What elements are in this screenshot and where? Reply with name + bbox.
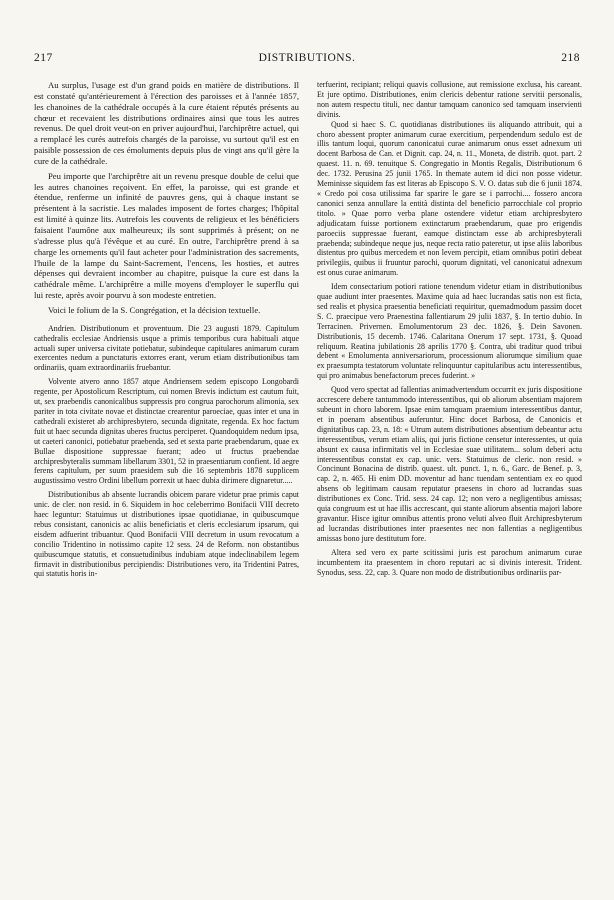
paragraph: Idem consectarium potiori ratione tenendum videtur etiam in distributionibus quae audiunt inter praesentes. Maxime quia ad haec lucrandas satis non est ficta, sed realis et physica praesentia beneficiati requiritur, quemadmodum passim docet S. C. praecipue vero Praenestina fallentiarum 29 julii 1837, §. In tertio dubio. In Terracinen. Privernen. Emolumentorum 23 dec. 1826, §. Dein Savonen. Distributionis, 15 decemb. 1746. Calaritana Onerum 17 sept. 1731, §. Quoad reliquum. Reatina jubilationis 28 aprilis 1770 §. Contra, ubi traditur quod tribui debent « Emolumenta anniversariorum, processionum aliorumque similium quae ex praesumpta testatorum voluntate relinquuntur capitularibus actu interessentibus, qui pro animabus benefactorum preces fuderint. » (317, 282, 582, 381)
running-header (34, 52, 580, 64)
paragraph: Au surplus, l'usage est d'un grand poids en matière de distributions. Il est constaté qu'antérieurement à l'érection des paroisses et à l'année 1857, les chanoines de la cathédrale occupés à la cure étaient réputés présents au chœur et recevaient les distributions ordinaires ainsi que tous les autres revenus. De quel droit veut-on en priver aujourd'hui, l'archiprêtre actuel, qui a remplacé les curés autrefois chargés de la paroisse, vu surtout qu'il est en paisible possession de ces émoluments depuis plus de vingt ans qu'il gère la cure de la cathédrale. (34, 80, 299, 166)
left-page-number: 217 (34, 52, 53, 64)
running-title: DISTRIBUTIONS. (258, 52, 356, 64)
paragraph: Altera sed vero ex parte scitissimi juris est parochum animarum curae incumbentem ita praesentem in choro reputari ac si divinis interesit. Trident. Synodus, sess. 22, cap. 3. Quare non modo de distributionibus ordinariis par- (317, 547, 582, 577)
text-columns (34, 80, 582, 882)
left-column (34, 80, 299, 882)
paragraph: Volvente atvero anno 1857 atque Andriensem sedem episcopo Longobardi regente, per Apostolicum Rescriptum, cui nomen Brevis indictum est cautum fuit, ut, sex praebendis canonicalibus suppressis pro congrua parochorum alimonia, sex pariter in tota civitate novae et distinctae crearentur paroeciae, quas inter et una in cathedrali existeret ab archipresbytero, secunda dignitate, regenda. Ex hoc factum fuit ut haec secunda dignitas uberes fructus perciperet. Quandoquidem nedum ipsa, ut caeteri canonici, potiebatur praebenda, sed et sexta parte praebendarum, quae ex Bullae dispositione suppressae fuerant; adeo ut fructus praebendae archipresbyteralis summam libellarum 3301, 52 in praesentiarum confient. Id aegre ferens capitulum, per suum praesidem sub die 16 septembris 1878 supplicem augustissimo vestro Ordini libellum porrexit ut haec dubia dirimere dignaretur..... (34, 377, 299, 486)
paragraph: terfuerint, recipiant; reliqui quavis collusione, aut remissione exclusa, his careant. Et jure optimo. Distributiones, enim clericis debentur ratione servitii personalis, non autem respectu tituli, nec dantur tamquam canonico sed tamquam inservienti divinis. (317, 80, 582, 119)
paragraph: Quod si haec S. C. quotidianas distributiones iis aliquando attribuit, qui a choro abessent propter animarum curae exercitium, perpendendum sedulo est de illis tantum loqui, quorum canonicatui curae animarum onus esset adnexum uti docent Barbosa de Can. et Dignit. cap. 24, n. 11., Moneta, de distrib. quot. part. 2 quaest. 11. n. 69. tenuitque S. Congregatio in Montis Regalis, Distributionum 6 dec. 1732. Perusina 25 junii 1765. In themate autem id dici non posse videtur. Meminisse siquidem fas est literas ab Episcopo S. V. O. datas sub die 6 junii 1874. « Credo poi cosa utilissima far sparire le gare se i parrochi.... fossero ancora canonici senza annullare la entità distinta del beneficio parrocchiale col proprio titolo. » Quae porro verba plane ostendere videtur etiam archipresbytero adjudicatam fuisse portionem extinctarum praebendarum, quae pro erigendis paroeciis suppressae fuerant, eamque distinctam esse ab archipresbyterali praebenda; subindeque neque jus, neque recta ratio pateretur, ut ipse aliis laboribus distentus pro quibus mercedem et non levem percipit, etiam omnibus potiri debeat privilegiis, quibus ii fruuntur parochi, quorum dignitati, vel canonicatui adnexum est onus curae animarum. (317, 119, 582, 278)
right-column (317, 80, 582, 882)
paragraph: Andrien. Distributionum et proventuum. Die 23 augusti 1879. Capitulum cathedralis ecclesiae Andriensis usque a primis temporibus cura habituali atque actuali super universa civitate potiebatur, subindeque capitulares animarum curam exercentes nedum a punctaturis extorres erant, verum etiam distributionibus tam ordinariis, quam extraordinariis fruebantur. (34, 323, 299, 373)
right-page-number: 218 (561, 52, 580, 64)
paragraph: Distributionibus ab absente lucrandis obicem parare videtur prae primis caput unic. de cler. non resid. in 6. Siquidem in hoc celeberrimo Bonifacii VIII decreto haec leguntur: Statuimus ut distributiones ipsae quotidianae, in quibuscumque rebus consistant, canonicis ac aliis beneficiatis et cleris ecclesiarum ipsarum, qui eisdem adfuerint tribuantur. Quod Bonifacii VIII decretum in usum revocatum a concilio Tridentino in notissimo capite 12 sess. 24 de Reform. non obstantibus quibuscumque statutis, et consuetudinibus indubiam atque indeclinabilem legem firmavit in distributionibus percipiendis: Distributiones vero, ita Tridentini Patres, qui statutis horis in- (34, 490, 299, 579)
paragraph: Quod vero spectat ad fallentias animadvertendum occurrit ex juris dispositione accrescere debere tantummodo interessentibus, qui ob aliorum absentiam majorem subeunt in choro laborem. Ipsae enim tamquam praemium interessentibus dantur, et in poenam absentibus auferuntur. Hinc docet Barbosa, de Canonicis et dignitatibus cap. 23, n. 18: « Utrum autem distributiones absentium debeantur actu interessentibus, verum etiam aliis, qui juris fictione censetur interessentes, ut quia absunt ex causa infirmitatis vel in Ecclesiae suae utilitatem... solum deberi actu interessentibus constat ex cap. unic. vers. Statuimus de cleric. non resid. » Concinunt Bonacina de distrib. quaest. ult. punct. 1, n. 6., Garc. de Benef. p. 3, cap. 2, n. 465. Hi enim DD. moventur ad hanc tuendam sententiam ex eo quod absens ob legitimam causam reputatur praesens in choro ad lucrandas suas distributiones ex Conc. Trid. sess. 24 cap. 12; non vero a negligentibus amissas; quia congruum est ut hae illis accrescant, qui stante aliorum absentia majori labore gravantur. Hisce igitur omnibus attentis prono veluti alveo fluit Archipresbyterum ad lucrandas distributiones inter praesentes nec non fallentias a negligentibus amissas bono jure destitutum fore. (317, 385, 582, 543)
paragraph: Peu importe que l'archiprêtre ait un revenu presque double de celui que les autres chanoines reçoivent. En effet, la paroisse, qui est grande et étendue, renferme un infinité de pauvres gens, qui à chaque instant se présentent à la sacristie. Les malades imposent de fortes charges; l'hôpital est limité à quinze lits. Autrefois les couvents de religieux et les bénéficiers faisaient l'aumône aux malheureux; ils sont supprimés à présent; on ne s'adresse plus qu'à l'évêque et au curé. En outre, l'archiprêtre prend à sa charge les ornements qu'il faut acheter pour l'administration des sacrements, l'huile de la lampe du Saint-Sacrement, l'encens, les hosties, et autres dépenses qui devraient incomber au chapitre, puisque la cure est dans la cathédrale même. L'archiprêtre a mille moyens d'employer le superflu qui lui reste, après avoir pourvu à son modeste entretien. (34, 170, 299, 301)
paragraph: Voici le folium de la S. Congrégation, et la décision textuelle. (48, 304, 261, 315)
